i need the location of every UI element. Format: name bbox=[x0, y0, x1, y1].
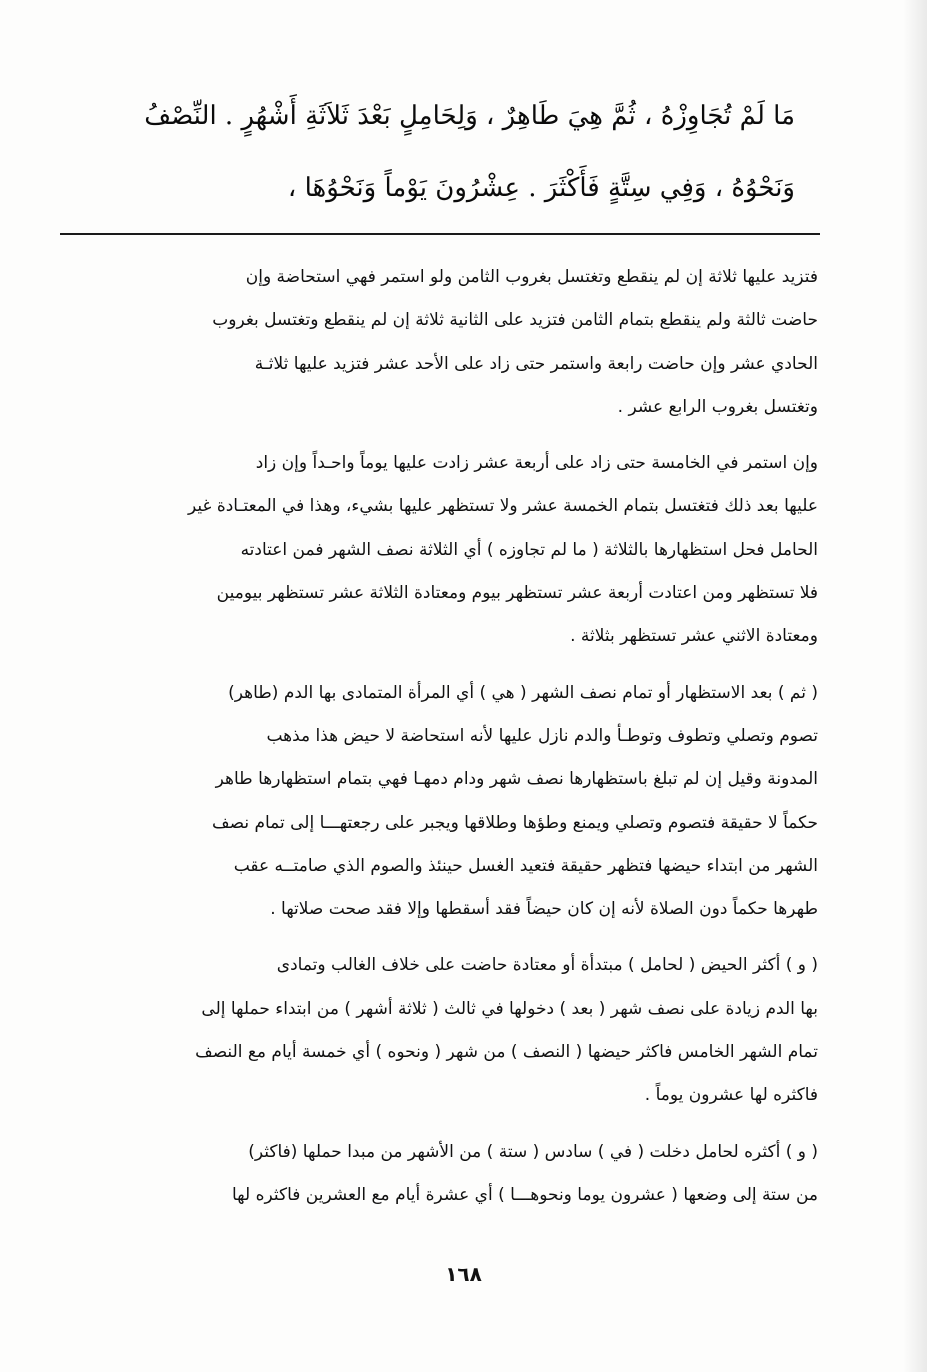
text-line: فاكثره لها عشرون يوماً . bbox=[644, 1085, 818, 1106]
text-line: ومعتادة الاثني عشر تستظهر بثلاثة . bbox=[570, 626, 818, 647]
text-line: المدونة وقيل إن لم تبلغ باستظهارها نصف شهر ودام دمهـا فهي بتمام استظهارها طاهر bbox=[215, 769, 818, 790]
commentary-paragraph-5 bbox=[62, 1131, 818, 1218]
separator-rule bbox=[60, 233, 820, 235]
text-line: حاضت ثالثة ولم ينقطع بتمام الثامن فتزيد على الثانية ثلاثة إن لم ينقطع وتغتسل بغروب bbox=[212, 310, 818, 331]
matn-verse-block bbox=[95, 80, 795, 224]
commentary-paragraph-2 bbox=[62, 442, 818, 658]
commentary-paragraph-3 bbox=[62, 672, 818, 932]
commentary-paragraph-4 bbox=[62, 944, 818, 1117]
text-line: عليها بعد ذلك فتغتسل بتمام الخمسة عشر ولا تستظهر عليها بشيء، وهذا في المعتـادة غير bbox=[188, 496, 818, 517]
text-line: تمام الشهر الخامس فاكثر حيضها ( النصف ) من شهر ( ونحوه ) أي خمسة أيام مع النصف bbox=[195, 1042, 818, 1063]
text-line: وتغتسل بغروب الرابع عشر . bbox=[617, 396, 818, 417]
text-line: ( و ) أكثره لحامل دخلت ( في ) سادس ( ستة ) من الأشهر من مبدا حملها (فاكثر) bbox=[248, 1141, 818, 1162]
page-number: ١٦٨ bbox=[445, 1262, 482, 1286]
text-line: الحادي عشر وإن حاضت رابعة واستمر حتى زاد على الأحد عشر فتزيد عليها ثلاثـة bbox=[254, 353, 818, 374]
text-line: الحامل فحل استظهارها بالثلاثة ( ما لم تجاوزه ) أي الثلاثة نصف الشهر فمن اعتادته bbox=[240, 539, 818, 560]
text-line: وإن استمر في الخامسة حتى زاد على أربعة عشر زادت عليها يوماً واحـداً وإن زاد bbox=[255, 453, 818, 474]
page-edge-shadow bbox=[903, 0, 927, 1372]
text-line: فلا تستظهر ومن اعتادت أربعة عشر تستظهر بيوم ومعتادة الثلاثة عشر تستظهر بيومين bbox=[216, 583, 818, 604]
text-line: من ستة إلى وضعها ( عشرون يوما ونحوهـــا ) أي عشرة أيام مع العشرين فاكثره لها bbox=[231, 1184, 818, 1205]
matn-line-2: وَنَحْوُهُ ، وَفِي سِتَّةٍ فَأَكْثَرَ . عِشْرُونَ يَوْماً وَنَحْوُهَا ، bbox=[287, 173, 795, 203]
matn-line-1: مَا لَمْ تُجَاوِزْهُ ، ثُمَّ هِيَ طَاهِرٌ ، وَلِحَامِلٍ بَعْدَ ثَلاَثَةِ أَشْهُرٍ . النِّصْفُ bbox=[144, 101, 795, 131]
text-line: الشهر من ابتداء حيضها فتظهر حقيقة فتعيد الغسل حينئذ والصوم الذي صامتــه عقب bbox=[233, 855, 818, 876]
text-line: بها الدم زيادة على نصف شهر ( بعد ) دخولها في ثالث ( ثلاثة أشهر ) من ابتداء حملها إلى bbox=[201, 998, 818, 1019]
text-line: حكماً لا حقيقة فتصوم وتصلي ويمنع وطؤها وطلاقها ويجبر على رجعتهـــا إلى تمام نصف bbox=[211, 812, 818, 833]
text-line: ( ثم ) بعد الاستظهار أو تمام نصف الشهر ( هي ) أي المرأة المتمادى بها الدم (طاهر) bbox=[228, 682, 818, 703]
text-line: تصوم وتصلي وتطوف وتوطـأ والدم نازل عليها لأنه استحاضة لا حيض هذا مذهب bbox=[266, 725, 818, 746]
commentary-paragraph-1 bbox=[62, 256, 818, 429]
text-line: فتزيد عليها ثلاثة إن لم ينقطع وتغتسل بغروب الثامن ولو استمر فهي استحاضة وإن bbox=[245, 267, 818, 287]
commentary-block bbox=[62, 256, 818, 1230]
text-line: ( و ) أكثر الحيض ( لحامل ) مبتدأة أو معتادة حاضت على خلاف الغالب وتمادى bbox=[276, 955, 818, 976]
text-line: طهرها حكماً دون الصلاة لأنه إن كان حيضاً فقد أسقطها وإلا فقد صحت صلاتها . bbox=[270, 899, 818, 920]
